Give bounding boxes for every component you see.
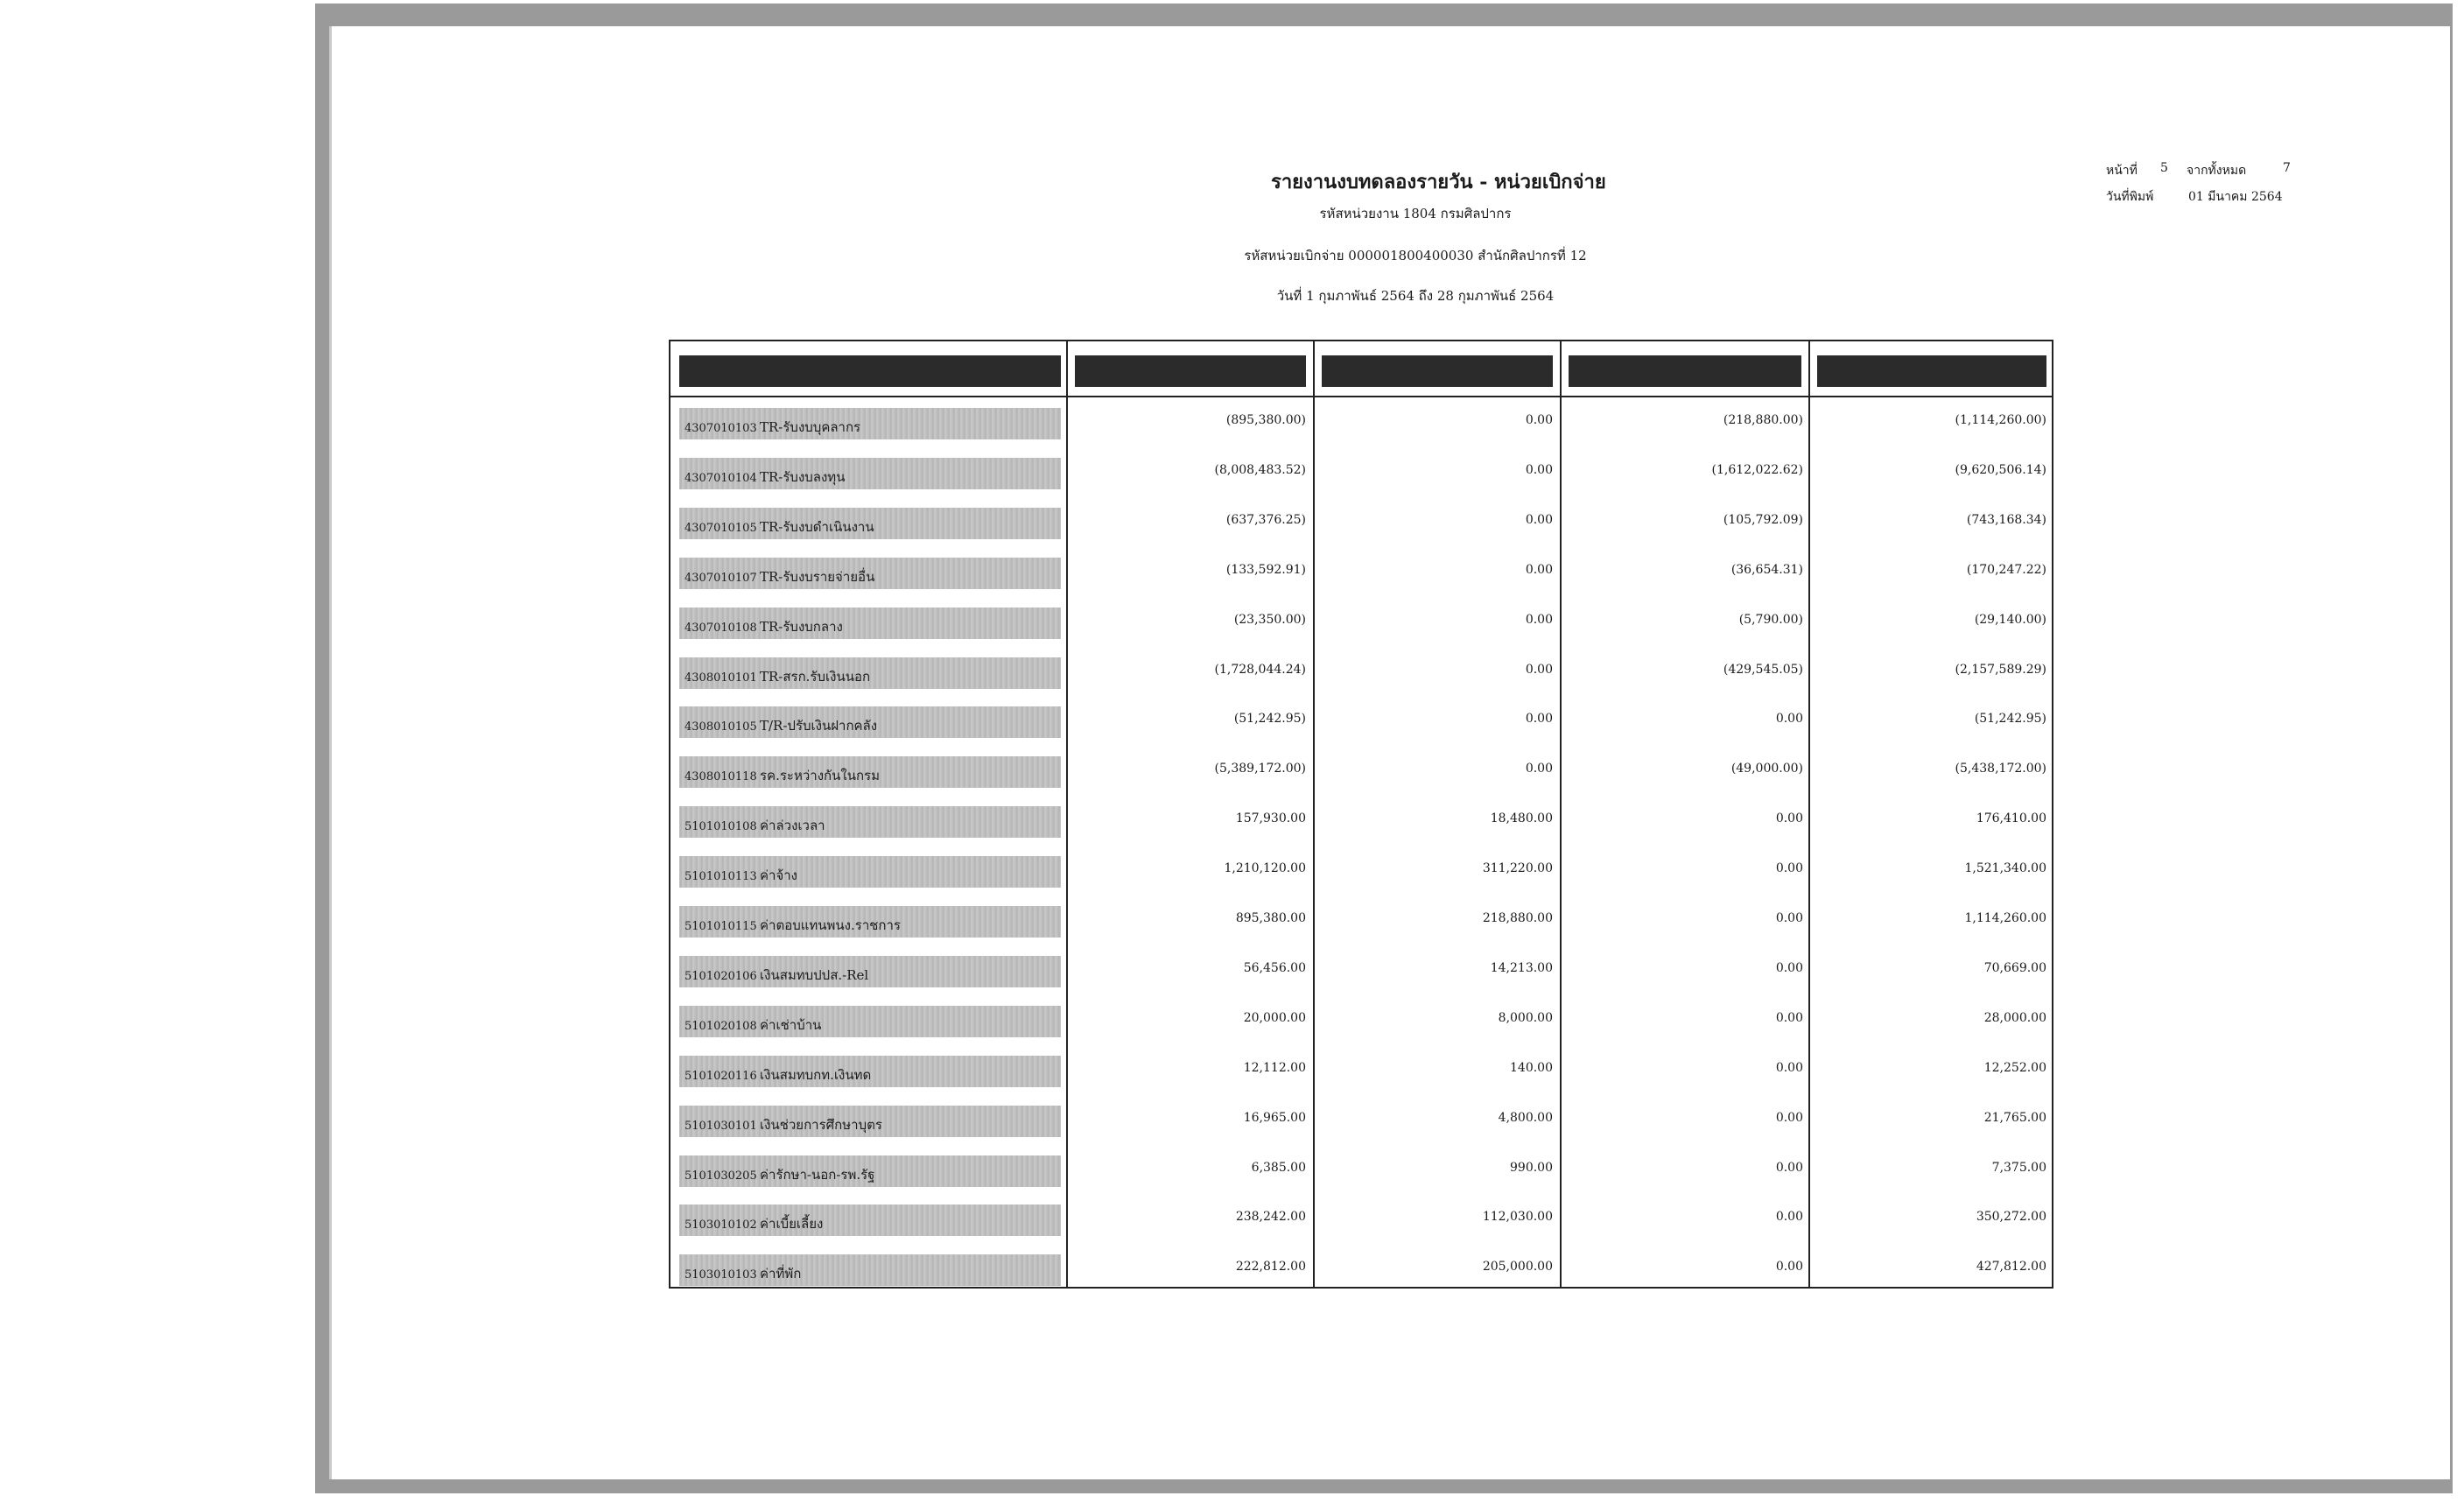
amount-cell-col1: 157,930.00: [1235, 811, 1306, 826]
account-code: 5101010113: [684, 870, 757, 884]
amount-cell-col4: 21,765.00: [1983, 1110, 2046, 1125]
account-cell: [679, 956, 1061, 987]
account-cell: [679, 756, 1061, 788]
account-cell: [679, 1155, 1061, 1187]
amount-cell-col1: 1,210,120.00: [1224, 861, 1306, 876]
amount-cell-col2: 0.00: [1525, 612, 1553, 627]
account-name: T/R-ปรับเงินฝากคลัง: [760, 718, 878, 734]
amount-cell-col4: (29,140.00): [1974, 612, 2046, 627]
account-cell: [679, 508, 1061, 539]
account-code: 4307010105: [684, 521, 757, 535]
amount-cell-col3: 0.00: [1775, 1010, 1803, 1025]
account-code: 5101020108: [684, 1019, 757, 1033]
table-row: [670, 854, 2052, 889]
account-name: ค่าล่วงเวลา: [760, 818, 825, 834]
amount-cell-col4: (9,620,506.14): [1955, 462, 2046, 477]
amount-cell-col1: (23,350.00): [1233, 612, 1306, 627]
account-code: 4307010104: [684, 471, 757, 485]
table-row: [670, 804, 2052, 839]
account-cell: [679, 408, 1061, 439]
account-name: เงินสมทบปปส.-Rel: [760, 966, 869, 983]
account-code: 4308010101: [684, 671, 757, 685]
account-cell: [679, 706, 1061, 738]
amount-cell-col2: 0.00: [1525, 662, 1553, 677]
amount-cell-col3: 0.00: [1775, 960, 1803, 975]
account-name: ค่าตอบแทนพนง.ราชการ: [760, 917, 901, 933]
account-cell: [679, 1254, 1061, 1286]
amount-cell-col4: 28,000.00: [1983, 1010, 2046, 1025]
account-cell: [679, 608, 1061, 639]
amount-cell-col4: 350,272.00: [1976, 1210, 2046, 1225]
account-code: 4307010107: [684, 571, 757, 585]
amount-cell-col3: 0.00: [1775, 1110, 1803, 1125]
amount-cell-col4: 1,114,260.00: [1964, 911, 2046, 925]
amount-cell-col3: 0.00: [1775, 1060, 1803, 1075]
account-code: 5101010115: [684, 920, 757, 933]
amount-cell-col4: (743,168.34): [1966, 512, 2046, 527]
amount-cell-col2: 311,220.00: [1482, 861, 1553, 876]
account-cell: [679, 1056, 1061, 1087]
amount-cell-col3: 0.00: [1775, 1260, 1803, 1275]
account-name: ค่าที่พัก: [760, 1266, 802, 1282]
column-header-4: [1817, 355, 2046, 387]
amount-cell-col3: 0.00: [1775, 712, 1803, 727]
amount-cell-col4: 1,521,340.00: [1964, 861, 2046, 876]
table-row: [670, 456, 2052, 491]
report-title: รายงานงบทดลองรายวัน - หน่วยเบิกจ่าย: [1271, 171, 1606, 193]
account-cell: [679, 458, 1061, 489]
amount-cell-col3: (218,880.00): [1723, 413, 1803, 427]
account-code: 5101030205: [684, 1169, 757, 1183]
amount-cell-col3: 0.00: [1775, 1210, 1803, 1225]
total-label: จากทั้งหมด: [2187, 164, 2247, 178]
table-row: [670, 1054, 2052, 1089]
account-name: รค.ระหว่างกันในกรม: [760, 768, 880, 784]
amount-cell-col3: 0.00: [1775, 911, 1803, 925]
table-row: [670, 904, 2052, 939]
account-cell: [679, 1204, 1061, 1236]
account-name: ค่าเบี้ยเลี้ยง: [760, 1216, 824, 1233]
account-cell: [679, 1106, 1061, 1137]
disbursement-unit-line: รหัสหน่วยเบิกจ่าย 000001800400030 สำนักศิลปากรที่ 12: [1244, 248, 1587, 263]
amount-cell-col2: 4,800.00: [1498, 1110, 1553, 1125]
amount-cell-col2: 0.00: [1525, 413, 1553, 427]
table-row: [670, 1104, 2052, 1139]
amount-cell-col1: (51,242.95): [1233, 712, 1306, 727]
account-cell: [679, 806, 1061, 838]
amount-cell-col2: 140.00: [1510, 1060, 1553, 1075]
print-date: 01 มีนาคม 2564: [2188, 190, 2283, 204]
table-row: [670, 556, 2052, 591]
account-code: 5101020116: [684, 1069, 757, 1083]
period-line: วันที่ 1 กุมภาพันธ์ 2564 ถึง 28 กุมภาพันธ์ 2564: [1276, 288, 1555, 304]
account-cell: [679, 906, 1061, 938]
account-cell: [679, 856, 1061, 888]
amount-cell-col2: 112,030.00: [1482, 1210, 1553, 1225]
account-name: TR-รับงบกลาง: [760, 618, 843, 635]
amount-cell-col3: (36,654.31): [1730, 562, 1803, 577]
account-code: 4308010105: [684, 720, 757, 734]
column-header-1: [1075, 355, 1306, 387]
amount-cell-col4: (170,247.22): [1966, 562, 2046, 577]
amount-cell-col4: (5,438,172.00): [1955, 762, 2046, 776]
account-name: TR-รับงบบุคลากร: [760, 419, 861, 435]
amount-cell-col3: (429,545.05): [1723, 662, 1803, 677]
amount-cell-col3: 0.00: [1775, 861, 1803, 876]
print-date-label: วันที่พิมพ์: [2106, 190, 2154, 204]
account-cell: [679, 657, 1061, 689]
amount-cell-col3: (105,792.09): [1723, 512, 1803, 527]
table-row: [670, 1253, 2052, 1288]
amount-cell-col1: (1,728,044.24): [1214, 662, 1306, 677]
amount-cell-col3: (5,790.00): [1738, 612, 1803, 627]
account-cell: [679, 558, 1061, 589]
account-code: 5103010103: [684, 1268, 757, 1282]
account-name: เงินช่วยการศึกษาบุตร: [760, 1116, 882, 1133]
column-header-3: [1569, 355, 1801, 387]
table-row: [670, 1203, 2052, 1238]
account-code: 4308010118: [684, 770, 757, 784]
header-rule: [670, 396, 2052, 397]
total-pages: 7: [2283, 161, 2291, 175]
amount-cell-col2: 14,213.00: [1490, 960, 1553, 975]
amount-cell-col1: 20,000.00: [1243, 1010, 1306, 1025]
agency-line: รหัสหน่วยงาน 1804 กรมศิลปากร: [1319, 206, 1512, 221]
amount-cell-col2: 0.00: [1525, 712, 1553, 727]
table-row: [670, 954, 2052, 989]
amount-cell-col1: (5,389,172.00): [1214, 762, 1306, 776]
table-row: [670, 656, 2052, 691]
amount-cell-col4: 12,252.00: [1983, 1060, 2046, 1075]
table-row: [670, 1154, 2052, 1189]
amount-cell-col4: (51,242.95): [1974, 712, 2046, 727]
amount-cell-col1: (8,008,483.52): [1214, 462, 1306, 477]
amount-cell-col3: 0.00: [1775, 811, 1803, 826]
table-row: [670, 1004, 2052, 1039]
account-code: 5103010102: [684, 1219, 757, 1233]
account-cell: [679, 1006, 1061, 1037]
page-label: หน้าที่: [2106, 164, 2138, 178]
amount-cell-col3: (1,612,022.62): [1711, 462, 1803, 477]
account-name: TR-รับงบดำเนินงาน: [760, 518, 874, 535]
trial-balance-table: [669, 340, 2053, 1289]
amount-cell-col1: 222,812.00: [1235, 1260, 1306, 1275]
amount-cell-col1: 16,965.00: [1243, 1110, 1306, 1125]
amount-cell-col2: 0.00: [1525, 762, 1553, 776]
table-row: [670, 406, 2052, 441]
account-name: TR-รับงบรายจ่ายอื่น: [760, 568, 875, 585]
amount-cell-col2: 205,000.00: [1482, 1260, 1553, 1275]
account-name: ค่าเช่าบ้าน: [760, 1016, 822, 1033]
amount-cell-col1: (895,380.00): [1225, 413, 1306, 427]
table-row: [670, 606, 2052, 641]
account-code: 4307010108: [684, 621, 757, 635]
amount-cell-col1: 6,385.00: [1251, 1160, 1306, 1175]
account-name: TR-รับงบลงทุน: [760, 468, 846, 485]
amount-cell-col4: (2,157,589.29): [1955, 662, 2046, 677]
amount-cell-col4: 7,375.00: [1991, 1160, 2046, 1175]
account-name: ค่าจ้าง: [760, 867, 797, 884]
amount-cell-col2: 8,000.00: [1498, 1010, 1553, 1025]
amount-cell-col4: (1,114,260.00): [1955, 413, 2046, 427]
account-code: 4307010103: [684, 422, 757, 435]
account-name: ค่ารักษา-นอก-รพ.รัฐ: [760, 1166, 875, 1183]
amount-cell-col2: 990.00: [1510, 1160, 1553, 1175]
table-row: [670, 506, 2052, 541]
amount-cell-col1: 12,112.00: [1243, 1060, 1306, 1075]
amount-cell-col1: 56,456.00: [1243, 960, 1306, 975]
amount-cell-col1: 895,380.00: [1235, 911, 1306, 925]
table-row: [670, 705, 2052, 740]
column-header-2: [1322, 355, 1553, 387]
account-name: TR-สรก.รับเงินนอก: [760, 668, 871, 685]
account-name: เงินสมทบกท.เงินทด: [760, 1066, 872, 1083]
amount-cell-col3: (49,000.00): [1730, 762, 1803, 776]
amount-cell-col4: 427,812.00: [1976, 1260, 2046, 1275]
column-header-account: [679, 355, 1061, 387]
table-row: [670, 755, 2052, 790]
amount-cell-col2: 0.00: [1525, 462, 1553, 477]
amount-cell-col4: 176,410.00: [1976, 811, 2046, 826]
page-number: 5: [2160, 161, 2168, 175]
amount-cell-col2: 218,880.00: [1482, 911, 1553, 925]
account-code: 5101020106: [684, 969, 757, 983]
account-code: 5101030101: [684, 1119, 757, 1133]
amount-cell-col1: (637,376.25): [1225, 512, 1306, 527]
amount-cell-col2: 0.00: [1525, 512, 1553, 527]
amount-cell-col1: (133,592.91): [1225, 562, 1306, 577]
amount-cell-col2: 18,480.00: [1490, 811, 1553, 826]
amount-cell-col2: 0.00: [1525, 562, 1553, 577]
amount-cell-col3: 0.00: [1775, 1160, 1803, 1175]
account-code: 5101010108: [684, 820, 757, 834]
amount-cell-col4: 70,669.00: [1983, 960, 2046, 975]
amount-cell-col1: 238,242.00: [1235, 1210, 1306, 1225]
